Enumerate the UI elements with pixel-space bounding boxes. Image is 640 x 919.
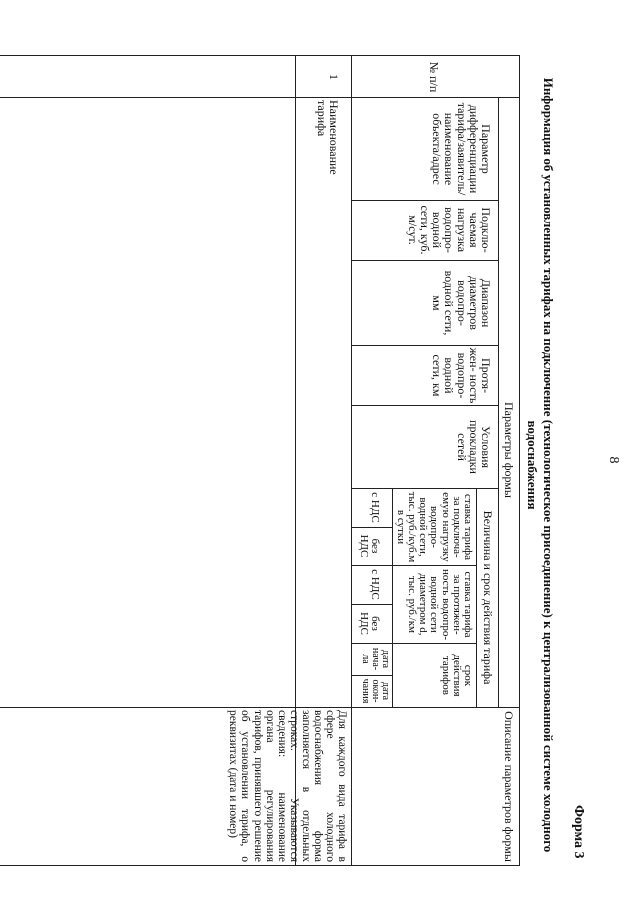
sub-rate-load-header: ставка тарифа за подключа- емую нагрузку водопро- водной сети, тыс. руб./куб.м в сутки [394, 491, 474, 563]
sub-rate-len-header: ставка тарифа за протяжен- ность водопро- водной сети диаметром d, тыс. руб./км [405, 568, 474, 641]
group-value-header: Величина и срок действия тарифа [481, 510, 495, 685]
page-number: 8 [606, 456, 621, 464]
col-param-header: Параметр дифференциации тарифа/заявитель/ наименование объекта/адрес [430, 102, 493, 196]
vat-without-1: без НДС [357, 534, 381, 558]
params-header: Параметры формы [502, 402, 516, 498]
vat-with-1: с НДС [369, 492, 381, 523]
title-line-2: водоснабжения [525, 420, 540, 510]
col-num-header: № п/п [427, 61, 441, 93]
row-name: Наименование тарифа [314, 100, 341, 175]
row-description: Для каждого вида тарифа в сфере холодного водоснабжения форма заполняется в отдельных строках. Указываются сведения: наименование органа регулирования тарифов, принявшего решение об установлении тарифа, о реквизитах (дата и номер) [227, 710, 348, 862]
date-end-header: дата окон- чания [359, 678, 391, 704]
title-line-1: Информация об установленных тарифах на подключение (технологическое присоединение) к централизованной системе холодного [541, 77, 556, 853]
col-cond-header: Условия прокладки сетей [454, 420, 493, 474]
form-label: Форма 3 [571, 805, 586, 859]
desc-header: Описание параметров формы [502, 711, 516, 862]
col-diam-header: Диапазон диаметров водопро- водной сети, мм [430, 270, 493, 336]
date-start-header: дата нача- ла [359, 647, 391, 671]
vat-with-2: с НДС [369, 569, 381, 600]
sub-term-header: срок действия тарифов [439, 654, 474, 697]
col-len-header: Протя- жен- ность водопро- водной сети, км [430, 347, 493, 404]
vat-without-2: без НДС [357, 612, 381, 635]
col-load-header: Подклю- чаемая нагрузка водопро- водной сети, куб. м/сут. [405, 205, 493, 255]
row-number: 1 [327, 74, 341, 80]
